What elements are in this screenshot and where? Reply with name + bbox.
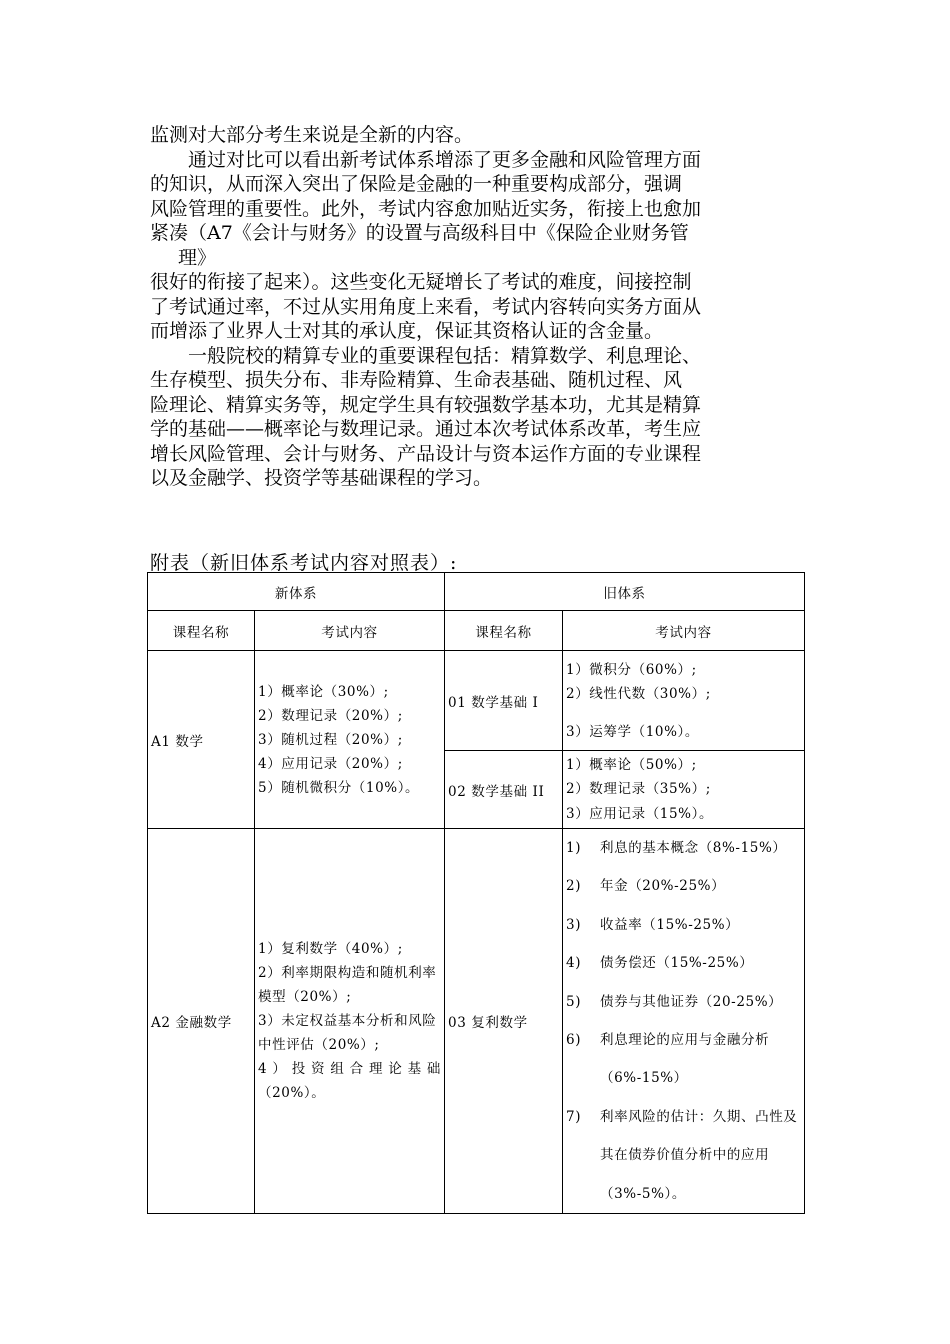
paragraph-line: 险理论、精算实务等，规定学生具有较强数学基本功，尤其是精算 [150,393,702,416]
content-item: 7) 利率风险的估计：久期、凸性及其在债券价值分析中的应用（3%-5%）。 [566,1108,798,1202]
course-a2-name: A2 金融数学 [148,829,255,1214]
content-item: 4）应用记录（20%）; [258,755,403,772]
content-item: 1）复利数学（40%）; [258,941,403,958]
content-item: 2）数理记录（20%）; [258,707,403,724]
course-a2-content [255,829,445,1214]
table-row [148,651,805,751]
content-item: 4) 债务偿还（15%-25%） [566,955,754,972]
new-system-header: 新体系 [148,573,445,611]
content-item: 3）应用记录（15%）。 [566,805,714,822]
course-01-content [563,651,805,751]
table-row [148,829,805,1214]
paragraph-line: 一般院校的精算专业的重要课程包括：精算数学、利息理论、 [188,344,702,367]
old-course-name-header: 课程名称 [445,611,563,651]
course-02-name: 02 数学基础 II [445,751,563,829]
course-02-content [563,751,805,829]
paragraph-line: 以及金融学、投资学等基础课程的学习。 [150,467,493,489]
content-item: 3）未定权益基本分析和风险中性评估（20%）; [258,1013,437,1054]
content-item: 1）概率论（50%）; [566,756,697,773]
paragraph-line: 的知识，从而深入突出了保险是金融的一种重要构成部分，强调 [150,173,683,195]
table-header-row [148,573,805,611]
content-item: 3）随机过程（20%）; [258,731,403,748]
new-content-header: 考试内容 [255,611,445,651]
paragraph-line: 学的基础——概率论与数理记录。通过本次考试体系改革，考生应 [150,418,702,440]
content-item: 3) 收益率（15%-25%） [566,916,740,933]
content-item: 2）数理记录（35%）; [566,781,711,798]
old-system-header: 旧体系 [445,573,805,611]
content-item: 2）线性代数（30%）; [566,685,711,702]
content-item: 2）利率期限构造和随机利率模型（20%）; [258,965,437,1006]
paragraph-line: 紧凑（A7《会计与财务》的设置与高级科目中《保险企业财务管 [150,222,689,244]
content-item: 1）概率论（30%）; [258,683,389,700]
paragraph-line: 风险管理的重要性。此外，考试内容愈加贴近实务，衔接上也愈加 [150,197,702,220]
paragraph-line: 理》 [178,246,217,269]
content-item: 3）运筹学（10%）。 [566,723,699,740]
content-item: 2) 年金（20%-25%） [566,878,726,895]
course-a1-content [255,651,445,829]
paragraph-line: 而增添了业界人士对其的承认度，保证其资格认证的含金量。 [150,320,664,342]
paragraph-line: 了考试通过率，不过从实用角度上来看，考试内容转向实务方面从 [150,295,702,318]
content-item: 5) 债券与其他证券（20-25%） [566,993,783,1010]
new-course-name-header: 课程名称 [148,611,255,651]
course-01-name: 01 数学基础 I [445,651,563,751]
paragraph-line: 生存模型、损失分布、非寿险精算、生命表基础、随机过程、风 [150,369,683,391]
body-text [150,123,810,491]
paragraph-line: 通过对比可以看出新考试体系增添了更多金融和风险管理方面 [188,148,702,171]
course-a1-name: A1 数学 [148,651,255,829]
course-03-name: 03 复利数学 [445,829,563,1214]
content-item: 5）随机微积分（10%）。 [258,779,420,796]
table-caption: 附表（新旧体系考试内容对照表）: [150,552,458,574]
old-content-header: 考试内容 [563,611,805,651]
content-item: 6) 利息理论的应用与金融分析（6%-15%） [566,1032,770,1087]
content-item: 4）投资组合理论基础（20%）。 [258,1061,441,1102]
comparison-table [147,572,805,1214]
table-subheader-row [148,611,805,651]
paragraph-line: 很好的衔接了起来）。这些变化无疑增长了考试的难度，间接控制 [150,271,692,293]
paragraph-line: 增长风险管理、会计与财务、产品设计与资本运作方面的专业课程 [150,442,702,465]
paragraph-line: 监测对大部分考生来说是全新的内容。 [150,124,474,146]
content-item: 1）微积分（60%）; [566,661,697,678]
course-03-content [563,829,805,1214]
content-item: 1) 利息的基本概念（8%-15%） [566,840,787,856]
